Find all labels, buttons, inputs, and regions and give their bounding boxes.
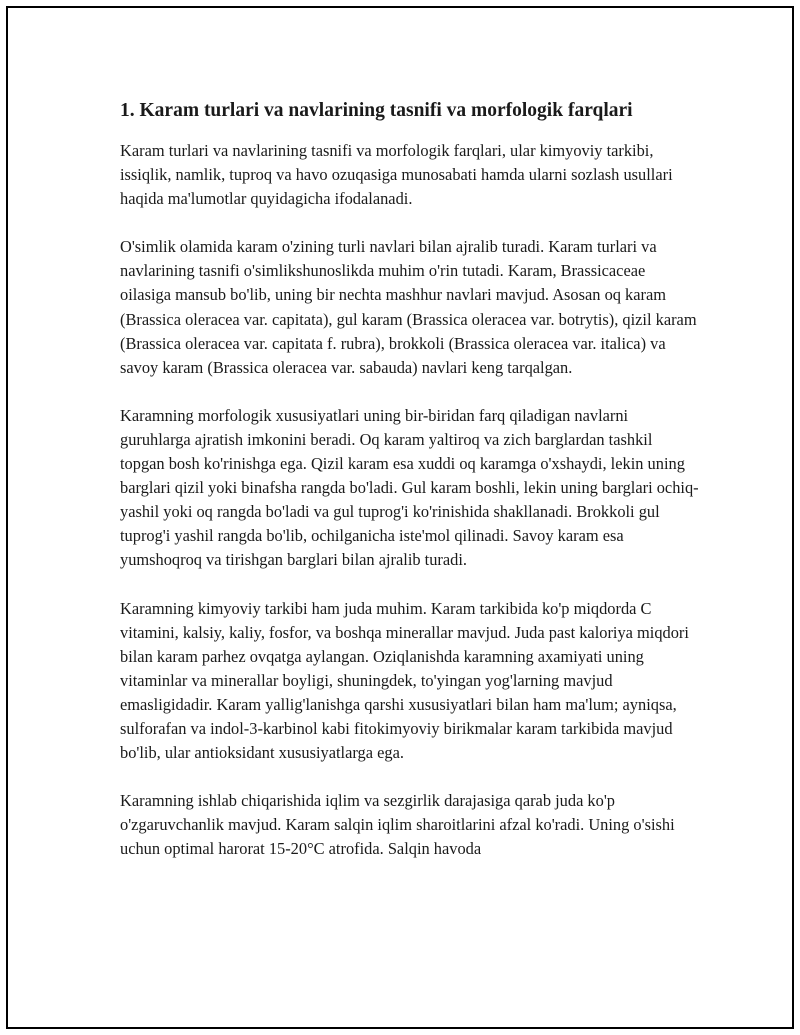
paragraph-morphology: Karamning morfologik xususiyatlari uning bir-biridan farq qiladigan navlarni guruhlarga ajratish imkonini beradi. Oq karam yaltiroq va zich barglardan tashkil topgan bosh ko'rinishga ega. Qizil karam esa xuddi oq karamga o'xshaydi, lekin uning barglari qizil yoki binafsha rangda bo'ladi. Gul karam boshli, lekin uning barglari ochiq-yashil yoki oq rangda bo'ladi va gul tuprog'i ko'rinishida shakllanadi. Brokkoli gul tuprog'i yashil rangda bo'lib, ochilganicha iste'mol qilinadi. Savoy karam esa yumshoqroq va tirishgan barglari bilan ajralib turadi. — [120, 405, 699, 570]
page-frame — [6, 6, 794, 1029]
paragraph-chemical-composition: Karamning kimyoviy tarkibi ham juda muhim. Karam tarkibida ko'p miqdorda C vitamini, kalsiy, kaliy, fosfor, va boshqa minerallar mavjud. Juda past kaloriya miqdori bilan karam parhez ovqatga aylangan. Oziqlanishda karamning axamiyati uning vitaminlar va minerallar boyligi, shuningdek, to'yingan yog'larning mavjud emasligidadir. Karam yallig'lanishga qarshi xususiyatlari bilan ham ma'lum; ayniqsa, sulforafan va indol-3-karbinol kabi fitokimyoviy birikmalar karam tarkibida mavjud bo'lib, ular antioksidant xususiyatlarga ega. — [120, 598, 689, 763]
paragraph-climate: Karamning ishlab chiqarishida iqlim va sezgirlik darajasiga qarab juda ko'p o'zgaruvchanlik mavjud. Karam salqin iqlim sharoitlarini afzal ko'radi. Uning o'sishi uchun optimal harorat 15-20°C atrofida. Salqin havoda — [120, 791, 675, 859]
document-body — [120, 97, 700, 885]
section-title: 1. Karam turlari va navlarining tasnifi va morfologik farqlari — [120, 100, 633, 121]
paragraph-intro: Karam turlari va navlarining tasnifi va morfologik farqlari, ular kimyoviy tarkibi, issiqlik, namlik, tuproq va havo ozuqasiga munosabati hamda ularni sozlash usullari haqida ma'lumotlar quyidagicha ifodalanadi. — [120, 141, 673, 209]
paragraph-classification: O'simlik olamida karam o'zining turli navlari bilan ajralib turadi. Karam turlari va navlarining tasnifi o'simlikshunoslikda muhim o'rin tutadi. Karam, Brassicaceae oilasiga mansub bo'lib, uning bir nechta mashhur navlari mavjud. Asosan oq karam (Brassica oleracea var. capitata), gul karam (Brassica oleracea var. botrytis), qizil karam (Brassica oleracea var. capitata f. rubra), brokkoli (Brassica oleracea var. italica) va savoy karam (Brassica oleracea var. sabauda) navlari keng tarqalgan. — [120, 237, 697, 377]
